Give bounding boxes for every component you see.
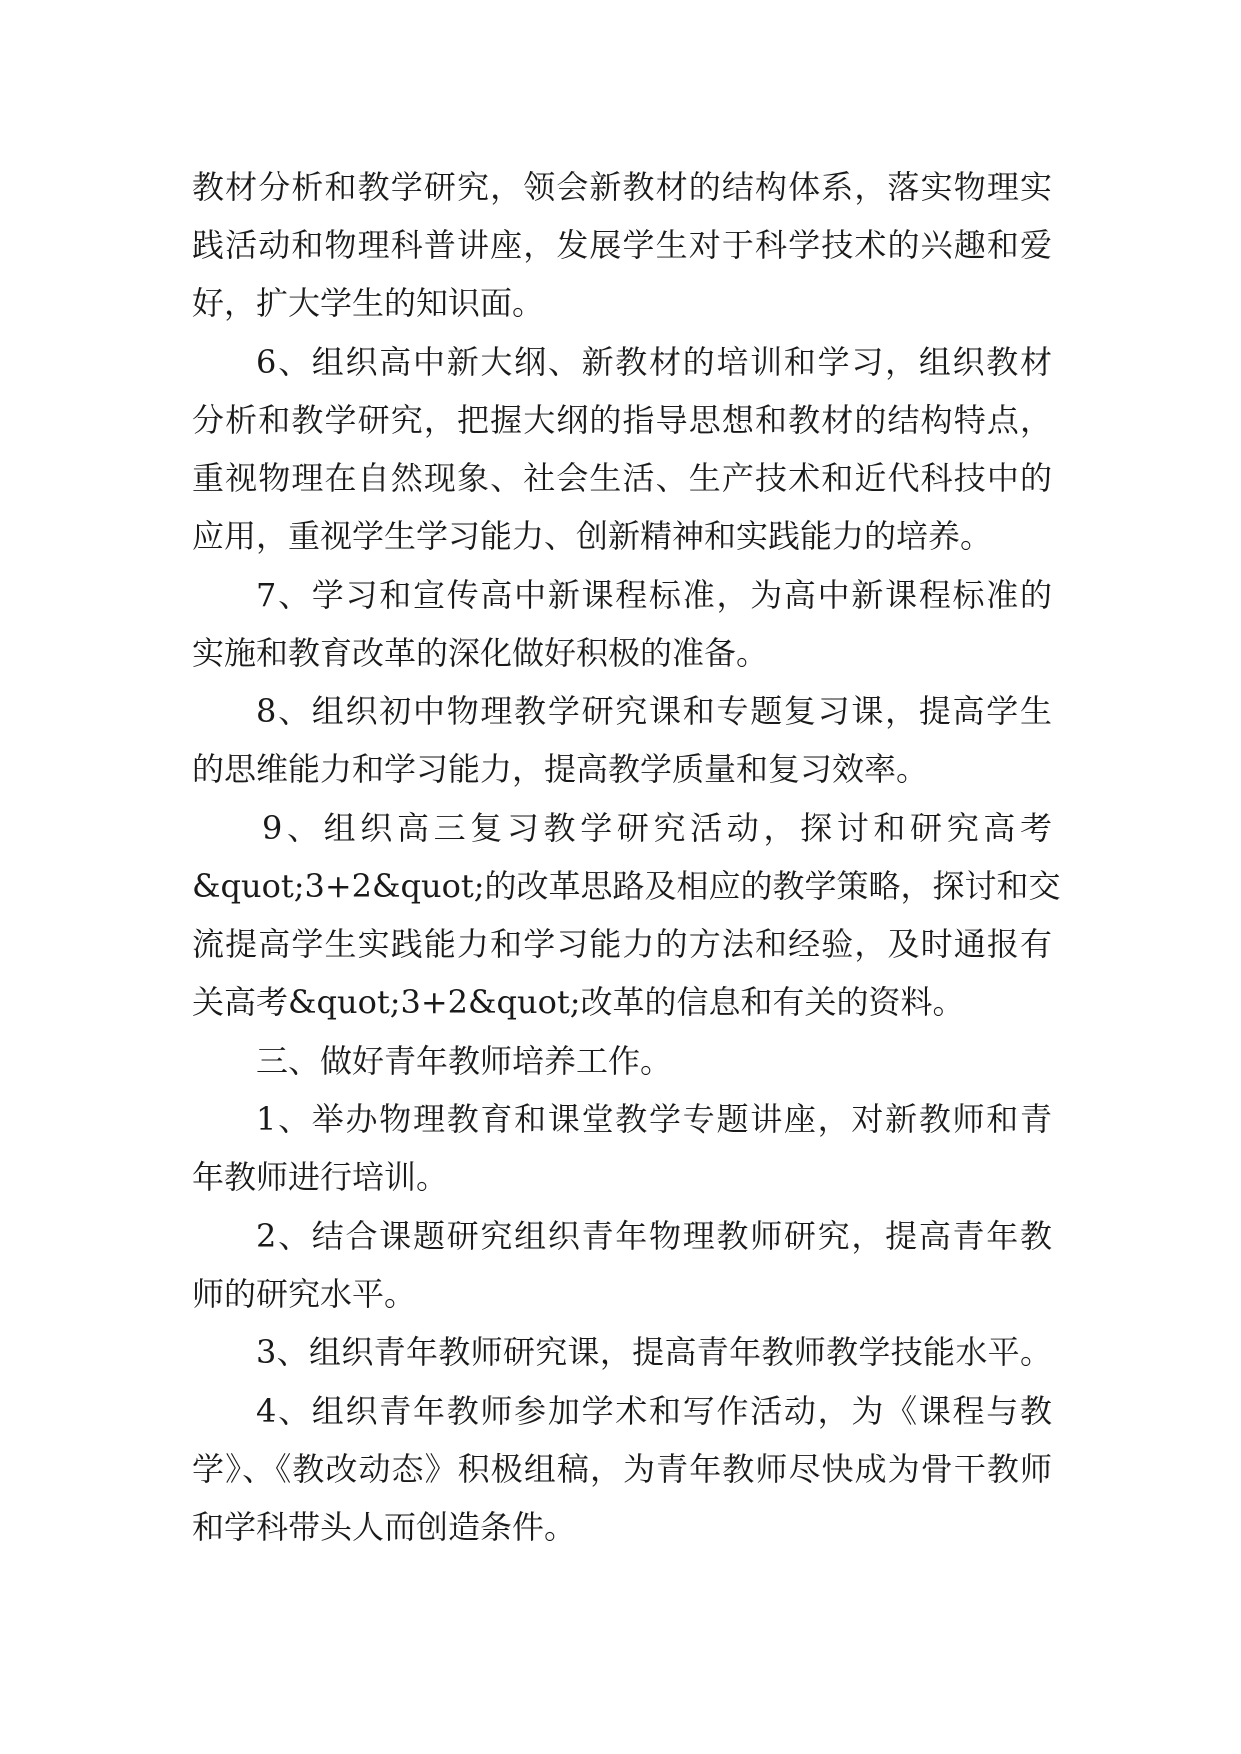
paragraph-start-line: 6、组织高中新大纲、新教材的培训和学习，组织教材 bbox=[256, 343, 1052, 381]
text-line: 践活动和物理科普讲座，发展学生对于科学技术的兴趣和爱 bbox=[192, 226, 1052, 264]
text-line: 和学科带头人而创造条件。 bbox=[192, 1508, 577, 1546]
text-line: 重视物理在自然现象、社会生活、生产技术和近代科技中的 bbox=[192, 459, 1052, 497]
section-heading: 三、做好青年教师培养工作。 bbox=[256, 1042, 673, 1080]
text-line: 教材分析和教学研究，领会新教材的结构体系，落实物理实 bbox=[192, 168, 1052, 206]
text-line: 关高考&quot;3+2&quot;改革的信息和有关的资料。 bbox=[192, 983, 965, 1021]
paragraph-start-line: 7、学习和宣传高中新课程标准，为高中新课程标准的 bbox=[256, 576, 1052, 614]
paragraph-start-line: 4、组织青年教师参加学术和写作活动，为《课程与教 bbox=[256, 1392, 1052, 1430]
text-line: 分析和教学研究，把握大纲的指导思想和教材的结构特点， bbox=[192, 401, 1052, 439]
text-line: 师的研究水平。 bbox=[192, 1275, 417, 1313]
text-line: 好，扩大学生的知识面。 bbox=[192, 284, 545, 322]
paragraph-start-line: 8、组织初中物理教学研究课和专题复习课，提高学生 bbox=[256, 692, 1052, 730]
text-line: 实施和教育改革的深化做好积极的准备。 bbox=[192, 634, 769, 672]
text-line: 应用，重视学生学习能力、创新精神和实践能力的培养。 bbox=[192, 517, 993, 555]
text-line: 年教师进行培训。 bbox=[192, 1158, 449, 1196]
paragraph-start-line: 1、举办物理教育和课堂教学专题讲座，对新教师和青 bbox=[256, 1100, 1052, 1138]
paragraph-start-line: 3、组织青年教师研究课，提高青年教师教学技能水平。 bbox=[256, 1333, 1052, 1371]
text-line: 学》、《教改动态》积极组稿，为青年教师尽快成为骨干教师 bbox=[192, 1450, 1052, 1488]
text-line: 的思维能力和学习能力，提高教学质量和复习效率。 bbox=[192, 750, 929, 788]
text-line: 流提高学生实践能力和学习能力的方法和经验，及时通报有 bbox=[192, 925, 1052, 963]
text-line: &quot;3+2&quot;的改革思路及相应的教学策略，探讨和交 bbox=[192, 867, 1061, 905]
paragraph-start-line: 2、结合课题研究组织青年物理教师研究，提高青年教 bbox=[256, 1217, 1052, 1255]
paragraph-start-line: 9、组织高三复习教学研究活动，探讨和研究高考 bbox=[262, 809, 1052, 847]
